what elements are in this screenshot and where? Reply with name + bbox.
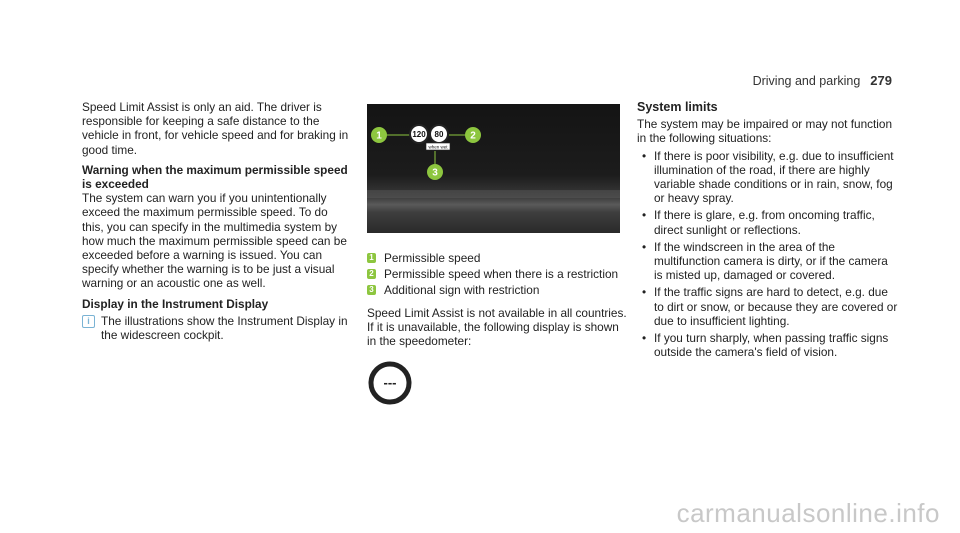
list-item: • If there is poor visibility, e.g. due to insufficient illumination of the road, if there are highly variable shade conditions or in rain, snow, fog or heavy spray. [637,149,899,206]
site-watermark: carmanualsonline.info [676,498,940,528]
warning-paragraph: The system can warn you if you unintentionally exceed the maximum permissible speed. To do this, you can specify in the multimedia system by how much the maximum permissible speed can be exceeded before a warning is issued. You can specify whether the warning is to be just a visual warning or an acoustic one as well. [82,191,347,291]
callout-text: Permissible speed [384,251,481,265]
no-limit-symbol: --- [383,375,397,391]
list-item: • If the windscreen in the area of the multifunction camera is dirty, or if the camera is misted up, damaged or covered. [637,240,899,283]
list-item: • If there is glare, e.g. from oncoming traffic, direct sunlight or reflections. [637,208,899,236]
list-item [367,283,629,297]
display-heading: Display in the Instrument Display [82,296,269,311]
info-note [82,314,352,342]
note-text: The illustrations show the Instrument Display in the widescreen cockpit. [101,313,348,343]
warning-heading: Warning when the maximum permissible speed is exceeded [82,162,348,192]
list-item [367,267,629,281]
speed-sign-2-value: 80 [434,130,444,139]
callout-badge: 3 [367,285,376,295]
no-limit-display [367,360,629,409]
speed-sign-1-value: 120 [412,130,426,139]
list-item: • If the traffic signs are hard to detect, e.g. due to dirt or snow, or because they are covered or due to insufficient lighting. [637,285,899,328]
callout-1-number: 1 [376,130,382,142]
callout-badge: 1 [367,253,376,263]
callout-badge: 2 [367,269,376,279]
column-middle [367,100,629,409]
info-icon: i [82,315,95,328]
additional-sign-text: when wet [428,144,448,150]
callout-text: Additional sign with restriction [384,283,540,298]
no-speed-limit-icon [367,360,413,406]
system-limits-intro: The system may be impaired or may not function in the following situations: [637,117,893,146]
callout-text: Permissible speed when there is a restriction [384,267,619,282]
callout-2-number: 2 [470,130,476,142]
availability-paragraph: Speed Limit Assist is not available in all countries. If it is unavailable, the following display is shown in the speedometer: [367,305,627,349]
callout-3-number: 3 [432,167,438,179]
list-item [367,251,629,265]
system-limits-list [637,149,899,360]
system-limits-heading: System limits [637,100,718,114]
road-glow [367,190,620,198]
section-title: Driving and parking [752,74,861,88]
intro-paragraph: Speed Limit Assist is only an aid. The driver is responsible for keeping a safe distance to the vehicle in front, for vehicle speed and for braking in good time. [82,100,349,157]
page-header [753,73,892,88]
instrument-display-illustration [367,104,620,233]
column-right [637,100,899,362]
column-left [82,100,352,342]
list-item: • If you turn sharply, when passing traffic signs outside the camera's field of vision. [637,331,899,359]
page-number: 279 [870,73,892,88]
callout-legend [367,251,629,298]
speed-limit-graphic [367,104,620,233]
